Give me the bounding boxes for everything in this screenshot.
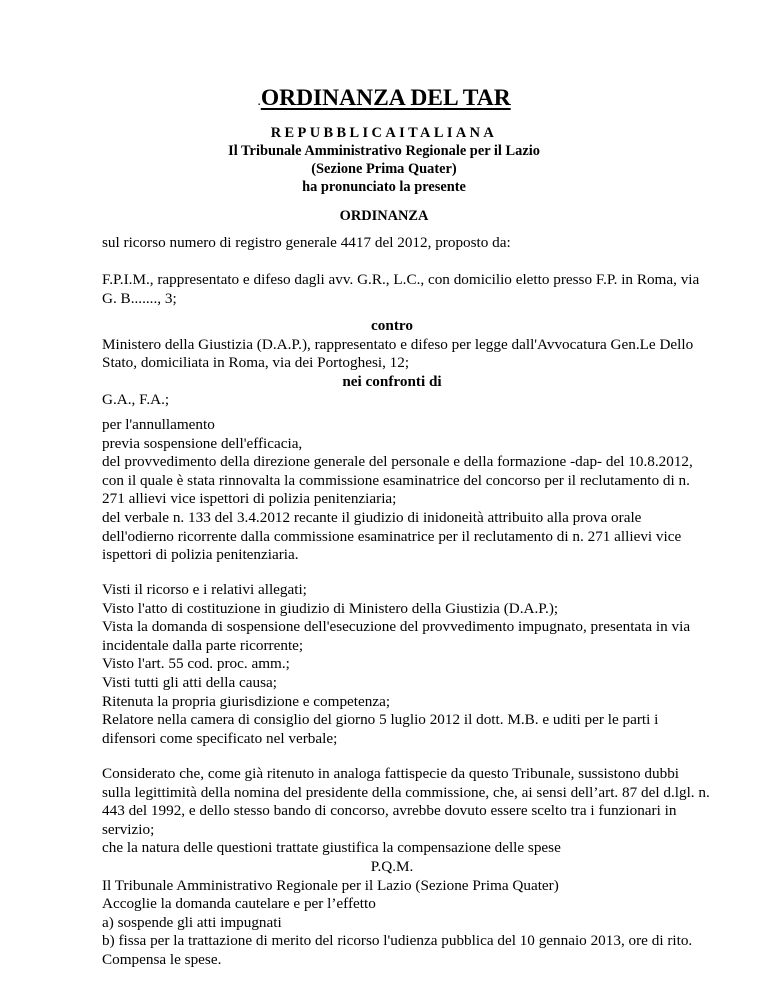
text-line: 271 allievi vice ispettori di polizia penitenziaria; xyxy=(102,490,397,508)
text-line: Accoglie la domanda cautelare e per l’effetto xyxy=(102,895,376,913)
text-line: ispettori di polizia penitenziaria. xyxy=(102,546,299,564)
title-text: ORDINANZA DEL TAR xyxy=(260,85,511,111)
text-line: G. B......., 3; xyxy=(102,289,177,307)
text-line: Ritenuta la propria giurisdizione e competenza; xyxy=(102,692,391,710)
document-title xyxy=(0,84,768,116)
resistente-paragraph xyxy=(102,317,694,410)
text-line: Ministero della Giustizia (D.A.P.), rappresentato e difeso per legge dall'Avvocatura Gen.Le Dello xyxy=(102,335,694,353)
document-type-heading: ORDINANZA xyxy=(339,208,429,224)
text-line: che la natura delle questioni trattate giustifica la compensazione delle spese xyxy=(102,839,561,857)
text-line: Visto l'art. 55 cod. proc. amm.; xyxy=(102,655,290,673)
text-line: a) sospende gli atti impugnati xyxy=(102,913,282,931)
text-line: Il Tribunale Amministrativo Regionale per il Lazio (Sezione Prima Quater) xyxy=(102,876,559,894)
court-section: (Sezione Prima Quater) xyxy=(311,161,457,177)
pqm-heading: P.Q.M. xyxy=(370,857,414,875)
confronti-label: nei confronti di xyxy=(342,372,442,390)
text-line: Considerato che, come già ritenuto in analoga fattispecie da questo Tribunale, sussistono dubbi xyxy=(102,765,680,782)
text-line: del provvedimento della direzione generale del personale e della formazione -dap- del 10.8.2012, xyxy=(102,453,693,471)
title-prefix-dot: . xyxy=(257,94,261,109)
intro-paragraph xyxy=(102,234,682,253)
text-line: incidentale dalla parte ricorrente; xyxy=(102,636,304,654)
republic-heading: REPUBBLICAITALIANA xyxy=(270,125,498,141)
contro-label: contro xyxy=(371,317,413,334)
court-name: Il Tribunale Amministrativo Regionale per il Lazio xyxy=(228,143,540,159)
text-line: Stato, domiciliata in Roma, via dei Portoghesi, 12; xyxy=(102,354,410,372)
text-line: Visti il ricorso e i relativi allegati; xyxy=(102,581,307,598)
text-line: Compensa le spese. xyxy=(102,950,222,968)
text-line: Visti tutti gli atti della causa; xyxy=(102,673,277,691)
text-line: Vista la domanda di sospensione dell'esecuzione del provvedimento impugnato, presentata in via xyxy=(102,618,691,636)
visti-paragraph xyxy=(102,581,691,748)
text-line: difensori come specificato nel verbale; xyxy=(102,729,338,747)
considerato-paragraph xyxy=(102,765,710,970)
text-line: Visto l'atto di costituzione in giudizio di Ministero della Giustizia (D.A.P.); xyxy=(102,599,559,617)
text-line: 443 del 1992, e dello stesso bando di concorso, avrebbe dovuto essere scelto tra i funzionari in xyxy=(102,802,677,820)
text-line: servizio; xyxy=(102,820,155,838)
text-line: b) fissa per la trattazione di merito del ricorso l'udienza pubblica del 10 gennaio 2013, ore di rito. xyxy=(102,932,693,950)
text-line: previa sospensione dell'efficacia, xyxy=(102,434,303,452)
pronounced-line: ha pronunciato la presente xyxy=(302,179,466,195)
text-line: per l'annullamento xyxy=(102,416,215,433)
text-line: F.P.I.M., rappresentato e difeso dagli avv. G.R., L.C., con domicilio eletto presso F.P. in Roma, via xyxy=(102,271,700,288)
text-line: del verbale n. 133 del 3.4.2012 recante il giudizio di inidoneità attribuito alla prova orale xyxy=(102,508,642,526)
text-line: dell'odierno ricorrente dalla commissione esaminatrice per il reclutamento di n. 271 allievi vice xyxy=(102,527,682,545)
text-line: Relatore nella camera di consiglio del giorno 5 luglio 2012 il dott. M.B. e uditi per le parti i xyxy=(102,711,659,729)
text-line: con il quale è stata rinnovalta la commissione esaminatrice del concorso per il reclutamento di n. xyxy=(102,471,690,489)
oggetto-paragraph xyxy=(102,416,693,565)
text-line: sulla legittimità della nomina del presidente della commissione, che, ai sensi dell’art. 87 del d.lgl. n. xyxy=(102,783,710,801)
ricorrente-paragraph xyxy=(102,271,700,308)
text-line: sul ricorso numero di registro generale 4417 del 2012, proposto da: xyxy=(102,234,511,251)
text-line: G.A., F.A.; xyxy=(102,391,170,409)
